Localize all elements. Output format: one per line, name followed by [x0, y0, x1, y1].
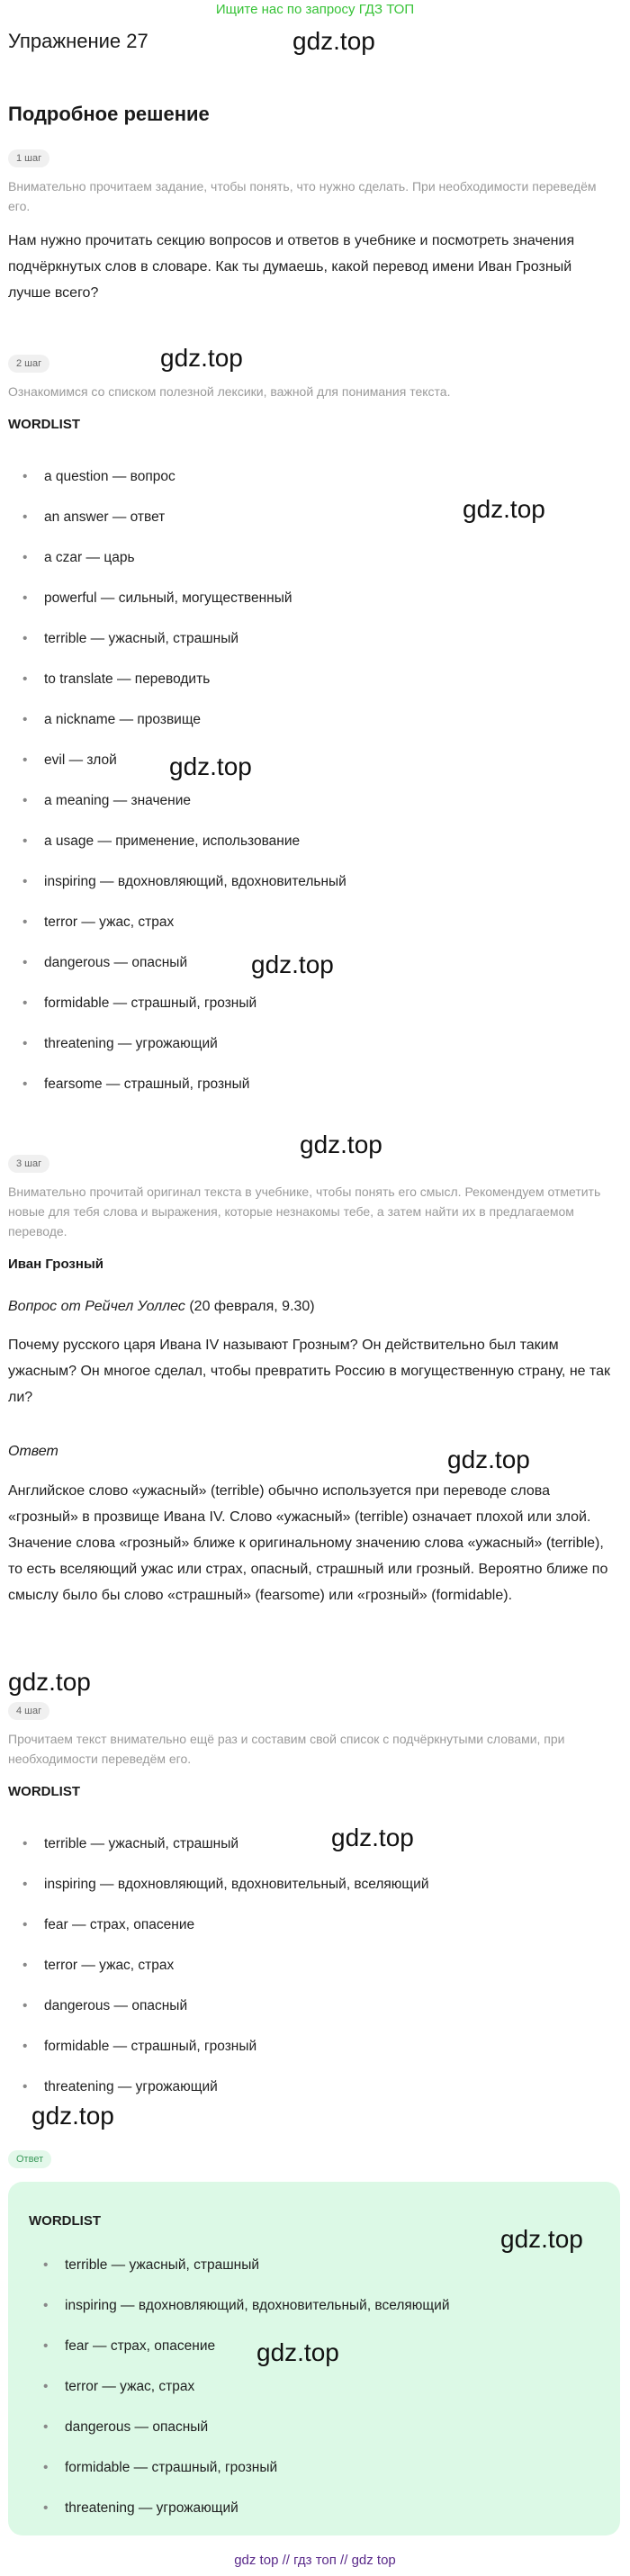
wordlist-item: • fear — страх, опасение — [29, 2337, 449, 2378]
footer-link-3[interactable]: gdz top — [351, 2553, 396, 2568]
step2-hint: Ознакомимся со списком полезной лексики, важной для понимания текста. — [8, 384, 451, 399]
wordlist-item: • inspiring — вдохновляющий, вдохновительный, вселяющий — [29, 2297, 449, 2337]
watermark: gdz.top — [251, 950, 334, 978]
wordlist-item: • threatening — угрожающий — [29, 2499, 449, 2540]
question-label: Вопрос от Рейчел Уоллес — [8, 1299, 185, 1314]
watermark: gdz.top — [8, 1668, 91, 1696]
step-badge-3: 3 шаг — [8, 1155, 50, 1173]
text-heading: Иван Грозный — [8, 1256, 104, 1272]
wordlist-item: • inspiring — вдохновляющий, вдохновительный, вселяющий — [8, 1876, 428, 1916]
wordlist-item: • a question — вопрос — [8, 468, 346, 509]
wordlist-item: • threatening — угрожающий — [8, 2078, 428, 2119]
top-banner[interactable]: Ищите нас по запросу ГДЗ ТОП — [215, 2, 415, 17]
footer-links — [0, 2553, 630, 2568]
wordlist-item: • inspiring — вдохновляющий, вдохновительный — [8, 873, 346, 914]
footer-separator: // — [282, 2553, 290, 2568]
wordlist-item: • an answer — ответ — [8, 509, 346, 549]
wordlist-item: • fear — страх, опасение — [8, 1916, 428, 1957]
step3-hint: Внимательно прочитай оригинал текста в учебнике, чтобы понять его смысл. Рекомендуем отметить новые для тебя слова и выражения, которые незнакомы тебе, а затем найти их в предлагаемом переводе. — [8, 1184, 601, 1238]
wordlist-item: • a meaning — значение — [8, 792, 346, 833]
wordlist-item: • terror — ужас, страх — [8, 1957, 428, 1997]
section-title: Подробное решение — [8, 103, 210, 125]
wordlist-item: • to translate — переводить — [8, 671, 346, 711]
wordlist-title-step4: WORDLIST — [8, 1784, 80, 1799]
wordlist-item: • a nickname — прозвище — [8, 711, 346, 752]
wordlist-item: • terror — ужас, страх — [29, 2378, 449, 2418]
wordlist-answer — [29, 2256, 449, 2540]
wordlist-item: • threatening — угрожающий — [8, 1035, 346, 1076]
answer-wordlist-title: WORDLIST — [29, 2213, 101, 2229]
step1-hint: Внимательно прочитаем задание, чтобы понять, что нужно сделать. При необходимости переведём его. — [8, 179, 597, 213]
watermark: gdz.top — [463, 495, 545, 523]
page-title: Упражнение 27 — [8, 30, 148, 52]
footer-separator: // — [340, 2553, 348, 2568]
wordlist-item: • terror — ужас, страх — [8, 914, 346, 954]
wordlist-item: • dangerous — опасный — [8, 1997, 428, 2038]
watermark: gdz.top — [169, 752, 252, 780]
footer-link-2[interactable]: гдз топ — [293, 2553, 337, 2568]
answer-text: Английское слово «ужасный» (terrible) обычно используется при переводе слова «грозный» в прозвище Ивана IV. Слово «ужасный» (terrible) означает плохой или злой. Значение слова «грозный» ближе к оригинальному значению слова «ужасный» (terrible), то есть вселяющий ужас или страх, опасный, страшный или грозный. Вероятно ближе по смыслу было бы слово «страшный» (fearsome) или «грозный» (formidable). — [8, 1483, 608, 1603]
watermark: gdz.top — [256, 2338, 339, 2366]
wordlist-item: • terrible — ужасный, страшный — [29, 2256, 449, 2297]
watermark: gdz.top — [331, 1824, 414, 1851]
wordlist-item: • dangerous — опасный — [8, 954, 346, 995]
wordlist-item: • formidable — страшный, грозный — [8, 2038, 428, 2078]
wordlist-item: • evil — злой — [8, 752, 346, 792]
wordlist-item: • terrible — ужасный, страшный — [8, 1835, 428, 1876]
question-text: Почему русского царя Ивана IV называют Грозным? Он действительно был таким ужасным? Он многое сделал, чтобы превратить Россию в могущественную страну, не так ли? — [8, 1338, 611, 1405]
question-line — [8, 1293, 611, 1320]
footer-link-1[interactable]: gdz top — [234, 2553, 279, 2568]
watermark: gdz.top — [160, 344, 243, 372]
step-badge-1: 1 шаг — [8, 149, 50, 167]
watermark: gdz.top — [300, 1130, 382, 1158]
step4-hint: Прочитаем текст внимательно ещё раз и составим свой список с подчёркнутыми словами, при необходимости переведём его. — [8, 1732, 565, 1766]
wordlist-step4 — [8, 1835, 428, 2119]
wordlist-item: • terrible — ужасный, страшный — [8, 630, 346, 671]
answer-badge: Ответ — [8, 2150, 51, 2168]
wordlist-title: WORDLIST — [8, 417, 80, 432]
watermark: gdz.top — [500, 2225, 583, 2253]
step1-text: Нам нужно прочитать секцию вопросов и ответов в учебнике и посмотреть значения подчёркнутых слов в словаре. Как ты думаешь, какой перевод имени Иван Грозный лучше всего? — [8, 233, 575, 301]
question-meta: (20 февраля, 9.30) — [189, 1299, 315, 1314]
wordlist-item: • formidable — страшный, грозный — [8, 995, 346, 1035]
wordlist-item: • powerful — сильный, могущественный — [8, 590, 346, 630]
watermark: gdz.top — [292, 27, 375, 55]
wordlist-item: • fearsome — страшный, грозный — [8, 1076, 346, 1116]
wordlist-item: • formidable — страшный, грозный — [29, 2459, 449, 2499]
wordlist-item: • a czar — царь — [8, 549, 346, 590]
step-badge-2: 2 шаг — [8, 355, 50, 373]
wordlist-item: • dangerous — опасный — [29, 2418, 449, 2459]
watermark: gdz.top — [447, 1446, 530, 1473]
wordlist-item: • a usage — применение, использование — [8, 833, 346, 873]
step-badge-4: 4 шаг — [8, 1702, 50, 1720]
answer-label: Ответ — [8, 1444, 58, 1459]
wordlist-step2 — [8, 468, 346, 1116]
watermark: gdz.top — [32, 2102, 114, 2130]
